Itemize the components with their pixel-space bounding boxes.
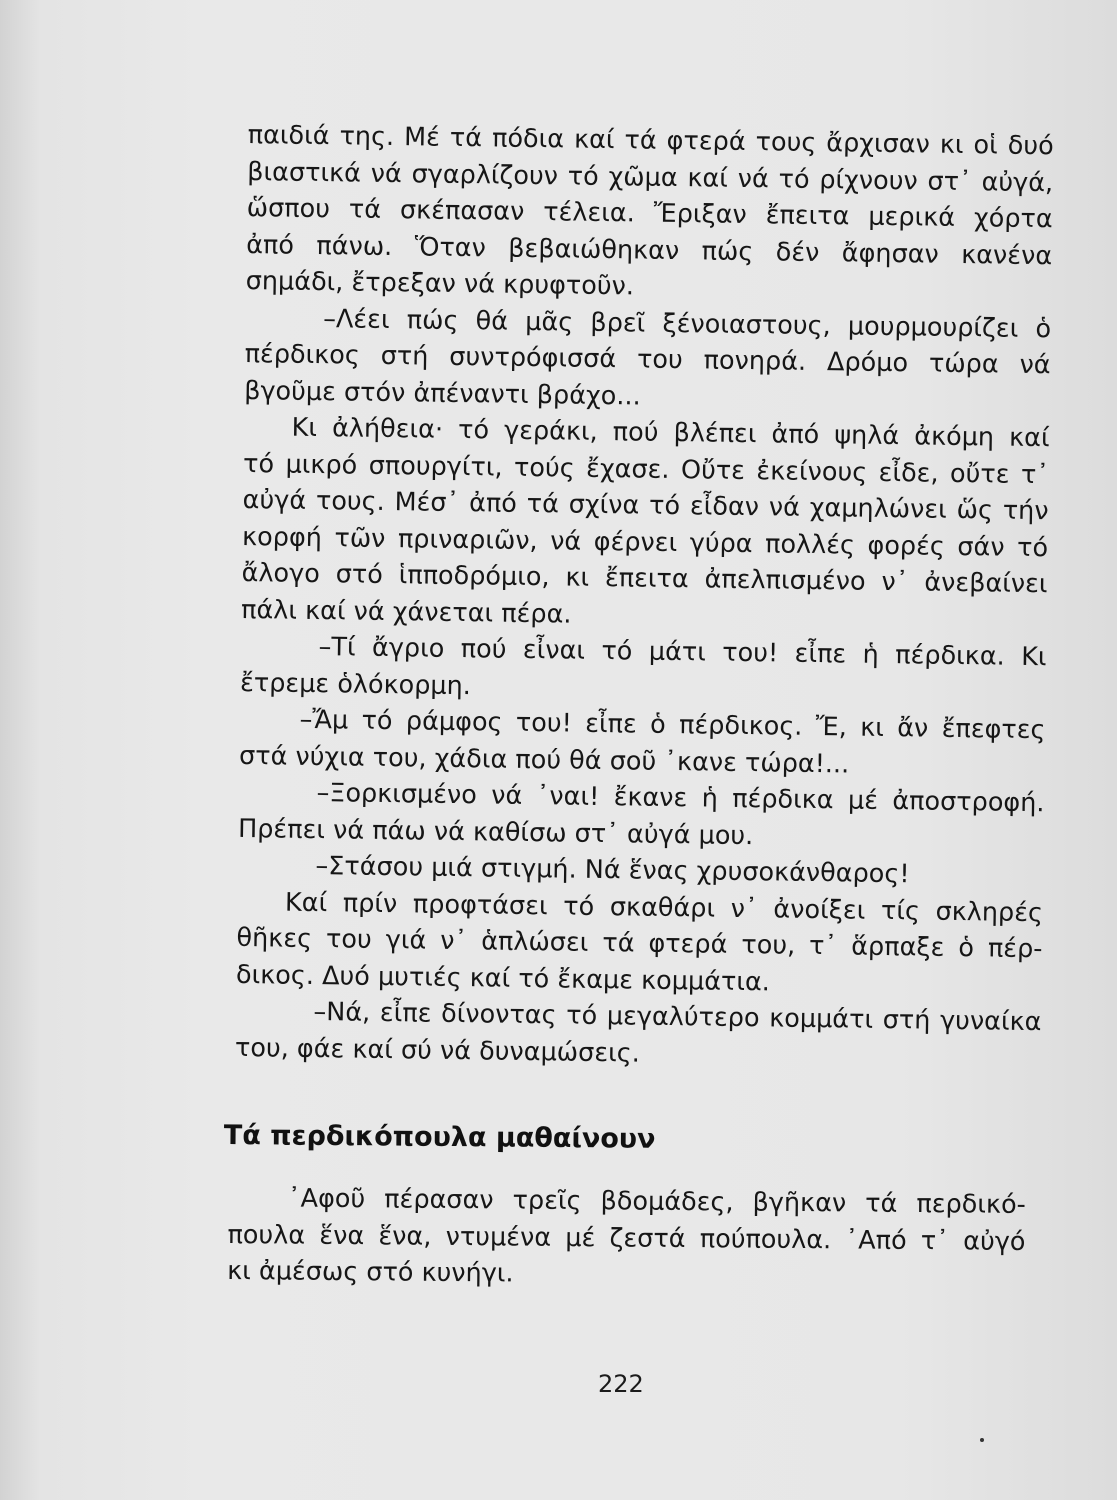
text-line: θῆκες του γιά ν᾿ ἁπλώσει τά φτερά του, τ᾿ ἅρπαξε ὁ πέρ- — [236, 922, 1043, 965]
body-text-2 — [227, 1180, 1026, 1296]
text-line: ἀπό πάνω. Ὅταν βεβαιώθηκαν πώς δέν ἄφησαν κανένα — [246, 229, 1053, 271]
text-line: πάλι καί νά χάνεται πέρα. — [240, 594, 572, 630]
text-line: Κι ἀλήθεια· τό γεράκι, πού βλέπει ἀπό ψηλά ἀκόμη καί — [291, 412, 1050, 454]
text-line: πουλα ἕνα ἕνα, ντυμένα μέ ζεστά πούπουλα. ᾿Από τ᾿ αὐγό — [227, 1219, 1026, 1257]
text-line: Πρέπει νά πάω νά καθίσω στ᾿ αὐγά μου. — [237, 813, 754, 851]
text-line: –Ξορκισμένο νά ᾽ναι! ἔκανε ἡ πέρδικα μέ ἀποστροφή. — [316, 778, 1045, 819]
text-line: –Ἄμ τό ράμφος του! εἶπε ὁ πέρδικος. Ἔ, κι ἄν ἔπεφτες — [299, 704, 1046, 746]
body-text — [235, 117, 1054, 1077]
text-line: δικος. Δυό μυτιές καί τό ἔκαμε κομμάτια. — [235, 959, 771, 997]
text-line: αὐγά τους. Μέσ᾿ ἀπό τά σχίνα τό εἶδαν νά χαμηλώνει ὥς τήν — [242, 484, 1049, 527]
text-line: βιαστικά νά σγαρλίζουν τό χῶμα καί νά τό ρίχνουν στ᾿ αὐγά, — [247, 156, 1054, 198]
text-line: ὥσπου τά σκέπασαν τέλεια. Ἔριξαν ἔπειτα μερικά χόρτα — [246, 192, 1053, 235]
text-line: κορφή τῶν πριναριῶν, νά φέρνει γύρα πολλές φορές σάν τό — [241, 521, 1049, 563]
text-line: κι ἀμέσως στό κυνήγι. — [227, 1255, 514, 1289]
text-line: στά νύχια του, χάδια πού θά σοῦ ᾽κανε τώρα!... — [238, 740, 850, 779]
text-line: Καί πρίν προφτάσει τό σκαθάρι ν᾿ ἀνοίξει τίς σκληρές — [284, 887, 1044, 928]
text-line: –Λέει πώς θά μᾶς βρεῖ ξένοιαστους, μουρμουρίζει ὁ — [322, 303, 1052, 344]
page-number: 222 — [598, 1370, 644, 1398]
text-line: ᾿Αφοῦ πέρασαν τρεῖς βδομάδες, βγῆκαν τά περδικό- — [287, 1183, 1026, 1220]
paper-speck — [980, 1438, 984, 1442]
section-heading: Τά περδικόπουλα μαθαίνουν — [223, 1120, 656, 1155]
text-line: σημάδι, ἔτρεξαν νά κρυφτοῦν. — [245, 265, 635, 302]
text-line: παιδιά της. Μέ τά πόδια καί τά φτερά τους ἄρχισαν κι οἱ δυό — [247, 119, 1054, 162]
text-line: του, φάε καί σύ νά δυναμώσεις. — [234, 1032, 641, 1069]
text-line: –Στάσου μιά στιγμή. Νά ἕνας χρυσοκάνθαρος! — [315, 851, 910, 890]
text-line: βγοῦμε στόν ἀπέναντι βράχο... — [243, 375, 641, 412]
text-line: –Τί ἄγριο πού εἶναι τό μάτι του! εἶπε ἡ πέρδικα. Κι — [318, 632, 1047, 673]
text-line: –Νά, εἶπε δίνοντας τό μεγαλύτερο κομμάτι στή γυναίκα — [313, 997, 1042, 1038]
text-line: ἔτρεμε ὁλόκορμη. — [239, 667, 472, 701]
text-line: τό μικρό σπουργίτι, τούς ἔχασε. Οὔτε ἐκείνους εἶδε, οὔτε τ᾿ — [242, 448, 1050, 490]
text-line: ἄλογο στό ἱπποδρόμιο, κι ἔπειτα ἀπελπισμένο ν᾿ ἀνεβαίνει — [241, 557, 1048, 600]
text-line: πέρδικος στή συντρόφισσά του πονηρά. Δρόμο τώρα νά — [244, 338, 1051, 381]
